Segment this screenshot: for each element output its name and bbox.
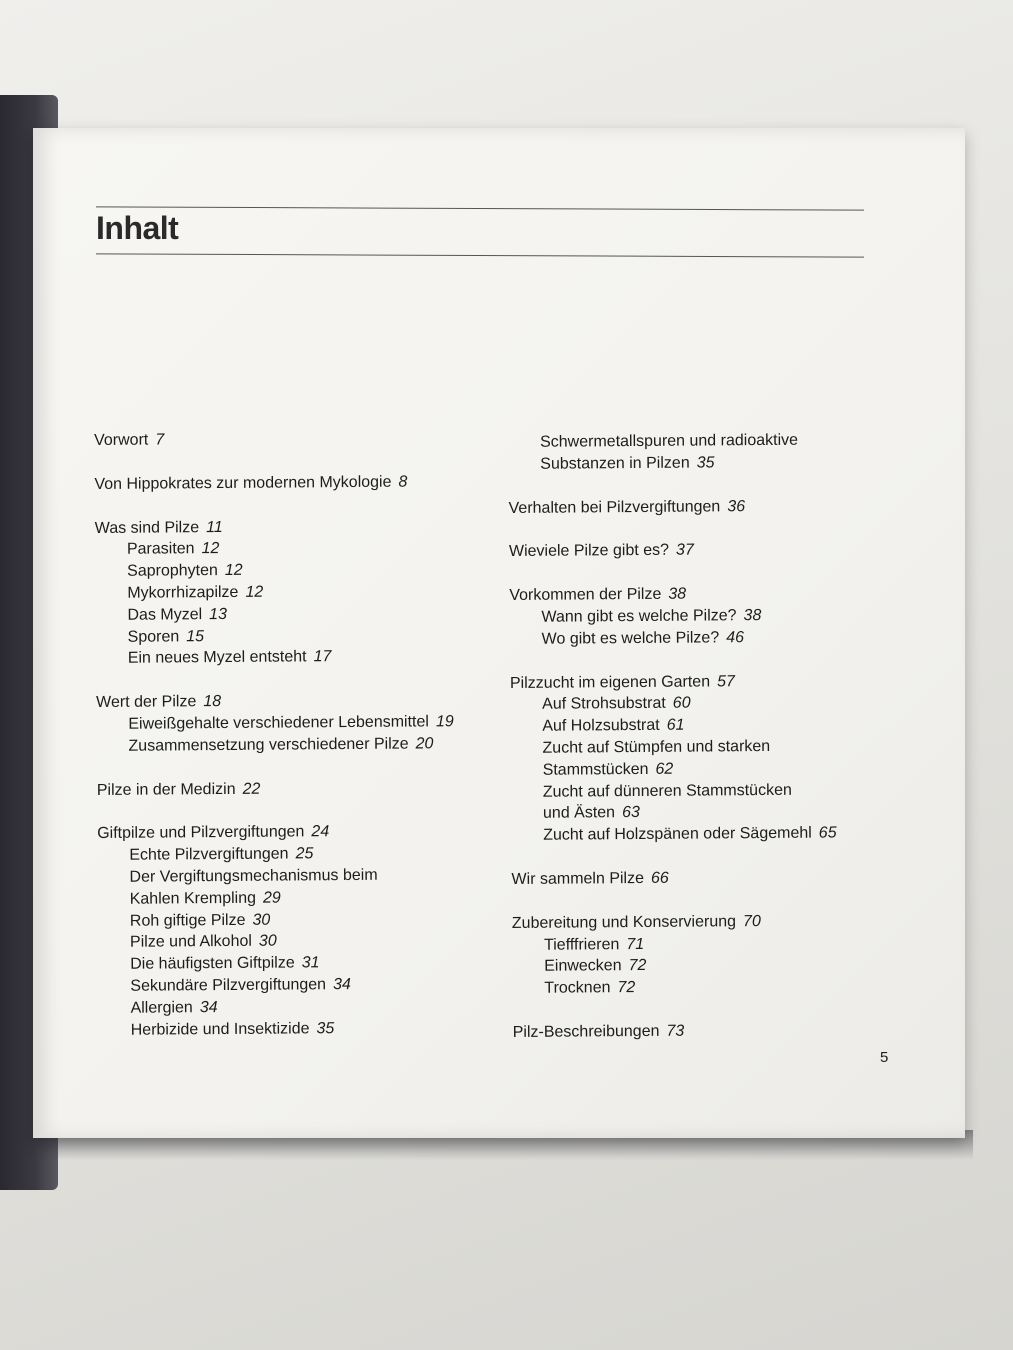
toc-entry-title: Echte Pilzvergiftungen — [129, 845, 289, 864]
toc-page-number: 36 — [727, 497, 746, 515]
toc-entry-title: Wert der Pilze — [96, 693, 197, 712]
toc-page-number: 60 — [672, 694, 691, 713]
toc-entry-title: Parasiten — [126, 540, 195, 559]
toc-page-number: 72 — [628, 957, 647, 975]
toc-subentry — [509, 604, 889, 629]
toc-page-number: 63 — [621, 804, 640, 822]
toc-entry-title: Herbizide und Insektizide — [130, 1019, 310, 1039]
toc-entry-title: Pilze in der Medizin — [96, 780, 236, 799]
toc-page-number: 34 — [199, 998, 218, 1016]
toc-entry-title: Saprophyten — [127, 562, 218, 580]
toc-page-number: 22 — [242, 780, 261, 798]
page-title: Inhalt — [96, 210, 179, 246]
toc-page-number: 17 — [313, 648, 332, 666]
toc-entry-title: Roh giftige Pilze — [129, 911, 246, 930]
toc-page-number: 11 — [206, 518, 223, 536]
toc-entry-title: Ein neues Myzel entsteht — [127, 648, 307, 668]
toc-subentry — [96, 711, 516, 736]
toc-page-number: 13 — [209, 605, 228, 623]
toc-entry — [510, 670, 890, 695]
toc-entry-title: Von Hippokrates zur modernen Mykologie — [94, 473, 392, 493]
toc-subentry — [99, 1016, 519, 1041]
toc-entry-title: Der Vergiftungsmechanismus beim — [129, 866, 378, 886]
toc-entry-title: Vorkommen der Pilze — [509, 585, 662, 605]
toc-right-column — [508, 429, 893, 1044]
toc-page-number: 35 — [696, 454, 715, 472]
toc-entry-title: Wir sammeln Pilze — [511, 869, 645, 888]
toc-page-number: 31 — [301, 954, 320, 972]
toc-entry — [94, 427, 514, 452]
toc-entry-title: Das Myzel — [127, 605, 203, 624]
toc-entry-title: und Ästen — [542, 804, 616, 823]
toc-subentry — [96, 732, 516, 757]
toc-page-number: 61 — [666, 716, 685, 734]
toc-entry — [511, 866, 891, 891]
toc-entry-title: Schwermetallspuren und radioaktive — [540, 431, 799, 451]
toc-page-number: 35 — [316, 1019, 335, 1037]
toc-page-number: 8 — [398, 473, 408, 491]
toc-page-number: 34 — [332, 975, 351, 994]
toc-page-number: 38 — [743, 607, 762, 625]
toc-entry-title: Zucht auf Holzspänen oder Sägemehl — [543, 824, 812, 844]
toc-page-number: 66 — [650, 869, 669, 887]
toc-page-number: 70 — [742, 912, 761, 930]
toc-entry-title: Substanzen in Pilzen — [540, 454, 690, 473]
toc-page-number: 25 — [295, 845, 314, 863]
toc-page-number: 71 — [626, 935, 645, 953]
toc-entry — [509, 538, 889, 563]
toc-page-number: 57 — [717, 672, 735, 690]
toc-page-number: 29 — [262, 889, 281, 907]
toc-page-number: 30 — [252, 911, 271, 929]
toc-subentry — [510, 713, 890, 738]
toc-subentry — [512, 975, 892, 1000]
toc-subentry — [512, 953, 892, 978]
toc-subentry — [511, 779, 891, 804]
toc-page-number: 73 — [666, 1022, 685, 1040]
toc-entry-title: Zusammensetzung verschiedener Pilze — [128, 735, 409, 755]
toc-entry-title: Die häufigsten Giftpilze — [130, 954, 295, 973]
toc-page-number: 30 — [258, 932, 277, 951]
toc-subentry — [510, 735, 890, 760]
toc-page-number: 62 — [655, 760, 674, 778]
toc-entry-title: Einwecken — [544, 957, 622, 976]
toc-page-number: 12 — [245, 583, 264, 601]
toc-entry-title: Sekundäre Pilzvergiftungen — [130, 976, 327, 995]
page-number: 5 — [880, 1049, 889, 1066]
toc-subentry — [508, 429, 888, 454]
toc-subentry — [510, 626, 890, 651]
toc-subentry — [96, 645, 516, 670]
toc-entry-title: Auf Strohsubstrat — [542, 695, 666, 714]
toc-entry-title: Wo gibt es welche Pilze? — [541, 629, 720, 648]
toc-entry-title: Was sind Pilze — [94, 518, 200, 537]
toc-page-number: 24 — [311, 823, 330, 841]
toc-entry-title: Trocknen — [544, 979, 611, 997]
toc-entry-title: Eiweißgehalte verschiedener Lebensmittel — [128, 713, 429, 733]
toc-page-number: 19 — [435, 713, 454, 731]
toc-page-number: 37 — [675, 541, 694, 560]
toc-left-column — [94, 427, 519, 1042]
toc-entry-title: Stammstücken — [542, 760, 649, 779]
toc-page-number: 12 — [201, 540, 220, 558]
toc-subentry — [512, 932, 892, 957]
toc-entry-title: Sporen — [127, 627, 180, 646]
toc-entry — [509, 582, 889, 607]
toc-entry — [94, 470, 514, 495]
toc-entry-title: Kahlen Krempling — [129, 889, 257, 908]
toc-entry-title: Wieviele Pilze gibt es? — [508, 542, 670, 561]
toc-page-number: 15 — [186, 627, 205, 645]
toc-subentry — [511, 757, 891, 782]
toc-page-number: 46 — [726, 628, 745, 647]
toc-entry-title: Pilz-Beschreibungen — [512, 1022, 660, 1041]
toc-entry — [512, 910, 892, 935]
toc-entry-title: Vorwort — [94, 431, 149, 449]
toc-page-number: 65 — [818, 824, 837, 842]
toc-entry-title: Tiefffrieren — [543, 935, 620, 954]
toc-subentry — [510, 691, 890, 716]
toc-subentry — [511, 822, 891, 847]
toc-entry-title: Zucht auf dünneren Stammstücken — [542, 781, 792, 801]
toc-page-number: 12 — [224, 562, 243, 580]
toc-entry-title: Zucht auf Stümpfen und starken — [542, 737, 771, 757]
toc-entry — [97, 776, 517, 801]
toc-page-number: 7 — [155, 431, 165, 449]
toc-page-number: 18 — [203, 693, 222, 711]
toc-entry-title: Giftpilze und Pilzvergiftungen — [97, 823, 305, 843]
toc-subentry — [508, 451, 888, 476]
toc-entry-title: Allergien — [130, 998, 193, 1017]
toc-entry-title: Mykorrhizapilze — [127, 583, 239, 602]
toc-page-number: 20 — [415, 735, 434, 753]
toc-entry-title: Wann gibt es welche Pilze? — [541, 607, 737, 626]
toc-subentry — [511, 800, 891, 825]
toc-entry — [509, 495, 889, 520]
toc-entry-title: Auf Holzsubstrat — [542, 716, 660, 735]
toc-page-number: 72 — [617, 979, 636, 997]
toc-page-number: 38 — [668, 585, 687, 603]
toc-entry-title: Pilzzucht im eigenen Garten — [509, 672, 711, 692]
toc-entry-title: Verhalten bei Pilzvergiftungen — [508, 497, 721, 517]
toc-entry — [513, 1019, 893, 1044]
toc-entry-title: Zubereitung und Konservierung — [511, 912, 737, 932]
toc-entry-title: Pilze und Alkohol — [129, 933, 252, 952]
